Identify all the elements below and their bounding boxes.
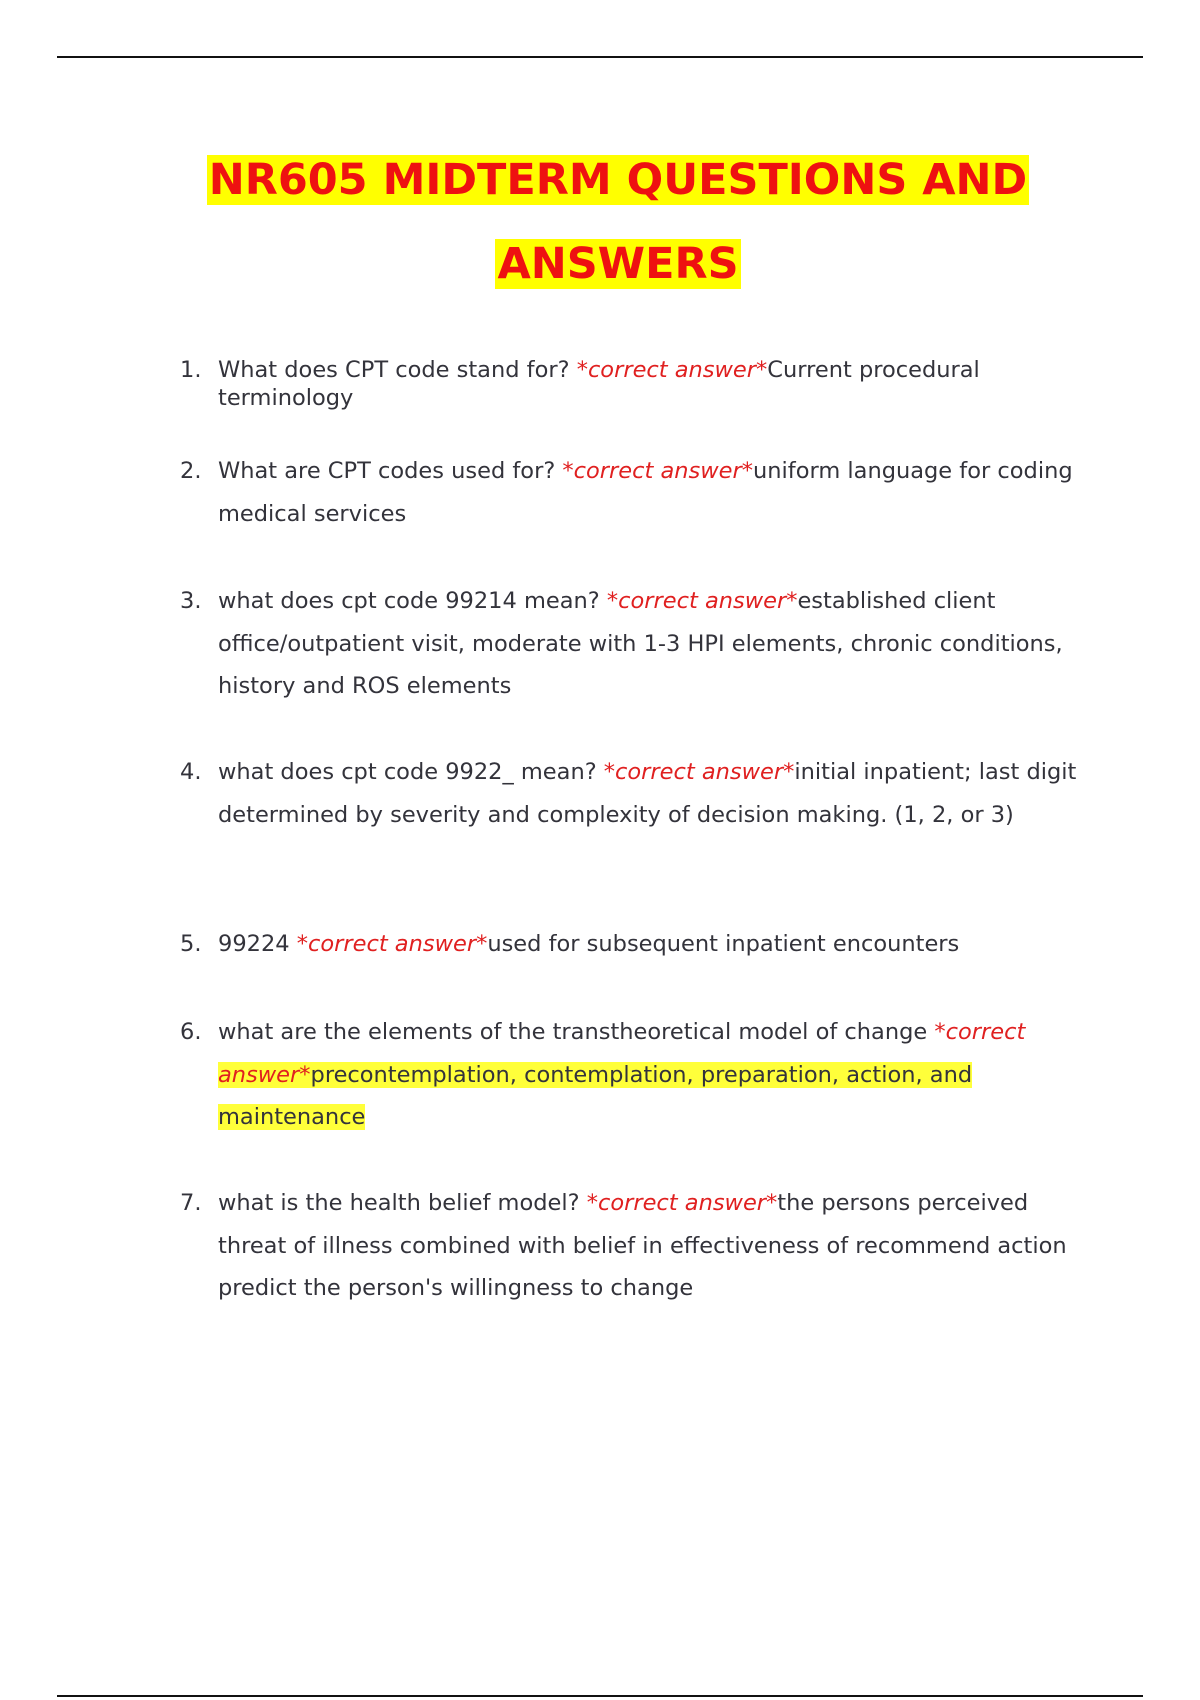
question-number: 1. xyxy=(180,357,202,383)
question-number: 6. xyxy=(180,1019,202,1045)
question-item-2 xyxy=(180,450,1088,535)
question-number: 2. xyxy=(180,458,202,484)
answer-text: used for subsequent inpatient encounters xyxy=(487,931,960,957)
question-body xyxy=(218,923,1088,966)
correct-answer-marker-part-2: answer* xyxy=(218,1061,311,1088)
correct-answer-marker: *correct answer* xyxy=(296,931,488,957)
title-line-1: NR605 MIDTERM QUESTIONS AND xyxy=(208,155,1028,205)
document-title xyxy=(0,138,1200,306)
question-text: 99224 xyxy=(218,931,297,957)
question-body xyxy=(218,1011,1088,1139)
question-number: 3. xyxy=(180,588,202,614)
correct-answer-marker: *correct answer* xyxy=(606,588,798,614)
answer-text: established client office/outpatient visit, moderate with 1-3 HPI elements, chronic conditions, history and ROS elements xyxy=(218,588,1063,699)
question-text: What are CPT codes used for? xyxy=(218,458,563,484)
question-item-6 xyxy=(180,1011,1088,1139)
question-text: what is the health belief model? xyxy=(218,1190,587,1216)
answer-text: precontemplation, contemplation, preparation, action, and maintenance xyxy=(218,1061,973,1130)
correct-answer-marker-part-1: *correct xyxy=(934,1019,1026,1045)
question-item-4 xyxy=(180,751,1088,836)
question-text: what does cpt code 99214 mean? xyxy=(218,588,607,614)
question-body xyxy=(218,450,1088,535)
question-text: What does CPT code stand for? xyxy=(218,357,577,383)
answer-text: initial inpatient; last digit determined by severity and complexity of decision making. (1, 2, or 3) xyxy=(218,759,1077,828)
question-text: what are the elements of the transtheoretical model of change xyxy=(218,1019,935,1045)
answer-text: the persons perceived threat of illness combined with belief in effectiveness of recommend action predict the person's willingness to change xyxy=(218,1190,1067,1301)
correct-answer-marker: *correct answer* xyxy=(603,759,795,785)
correct-answer-marker: *correct answer* xyxy=(562,458,754,484)
question-item-1 xyxy=(180,356,1088,412)
header-rule xyxy=(57,56,1143,58)
question-body xyxy=(218,1182,1088,1310)
title-line-2: ANSWERS xyxy=(497,239,739,289)
question-body xyxy=(218,580,1088,708)
question-number: 7. xyxy=(180,1190,202,1216)
question-item-7 xyxy=(180,1182,1088,1310)
question-number: 4. xyxy=(180,759,202,785)
question-text: what does cpt code 9922_ mean? xyxy=(218,759,604,785)
question-body xyxy=(218,751,1088,836)
correct-answer-marker: *correct answer* xyxy=(576,357,768,383)
answer-text: uniform language for coding medical services xyxy=(218,458,1073,527)
question-item-3 xyxy=(180,580,1088,708)
correct-answer-marker: *correct answer* xyxy=(586,1190,778,1216)
question-number: 5. xyxy=(180,931,202,957)
answer-text: Current procedural terminology xyxy=(218,357,980,411)
footer-rule xyxy=(57,1695,1143,1697)
question-item-5 xyxy=(180,923,1088,966)
question-body xyxy=(218,356,1088,412)
